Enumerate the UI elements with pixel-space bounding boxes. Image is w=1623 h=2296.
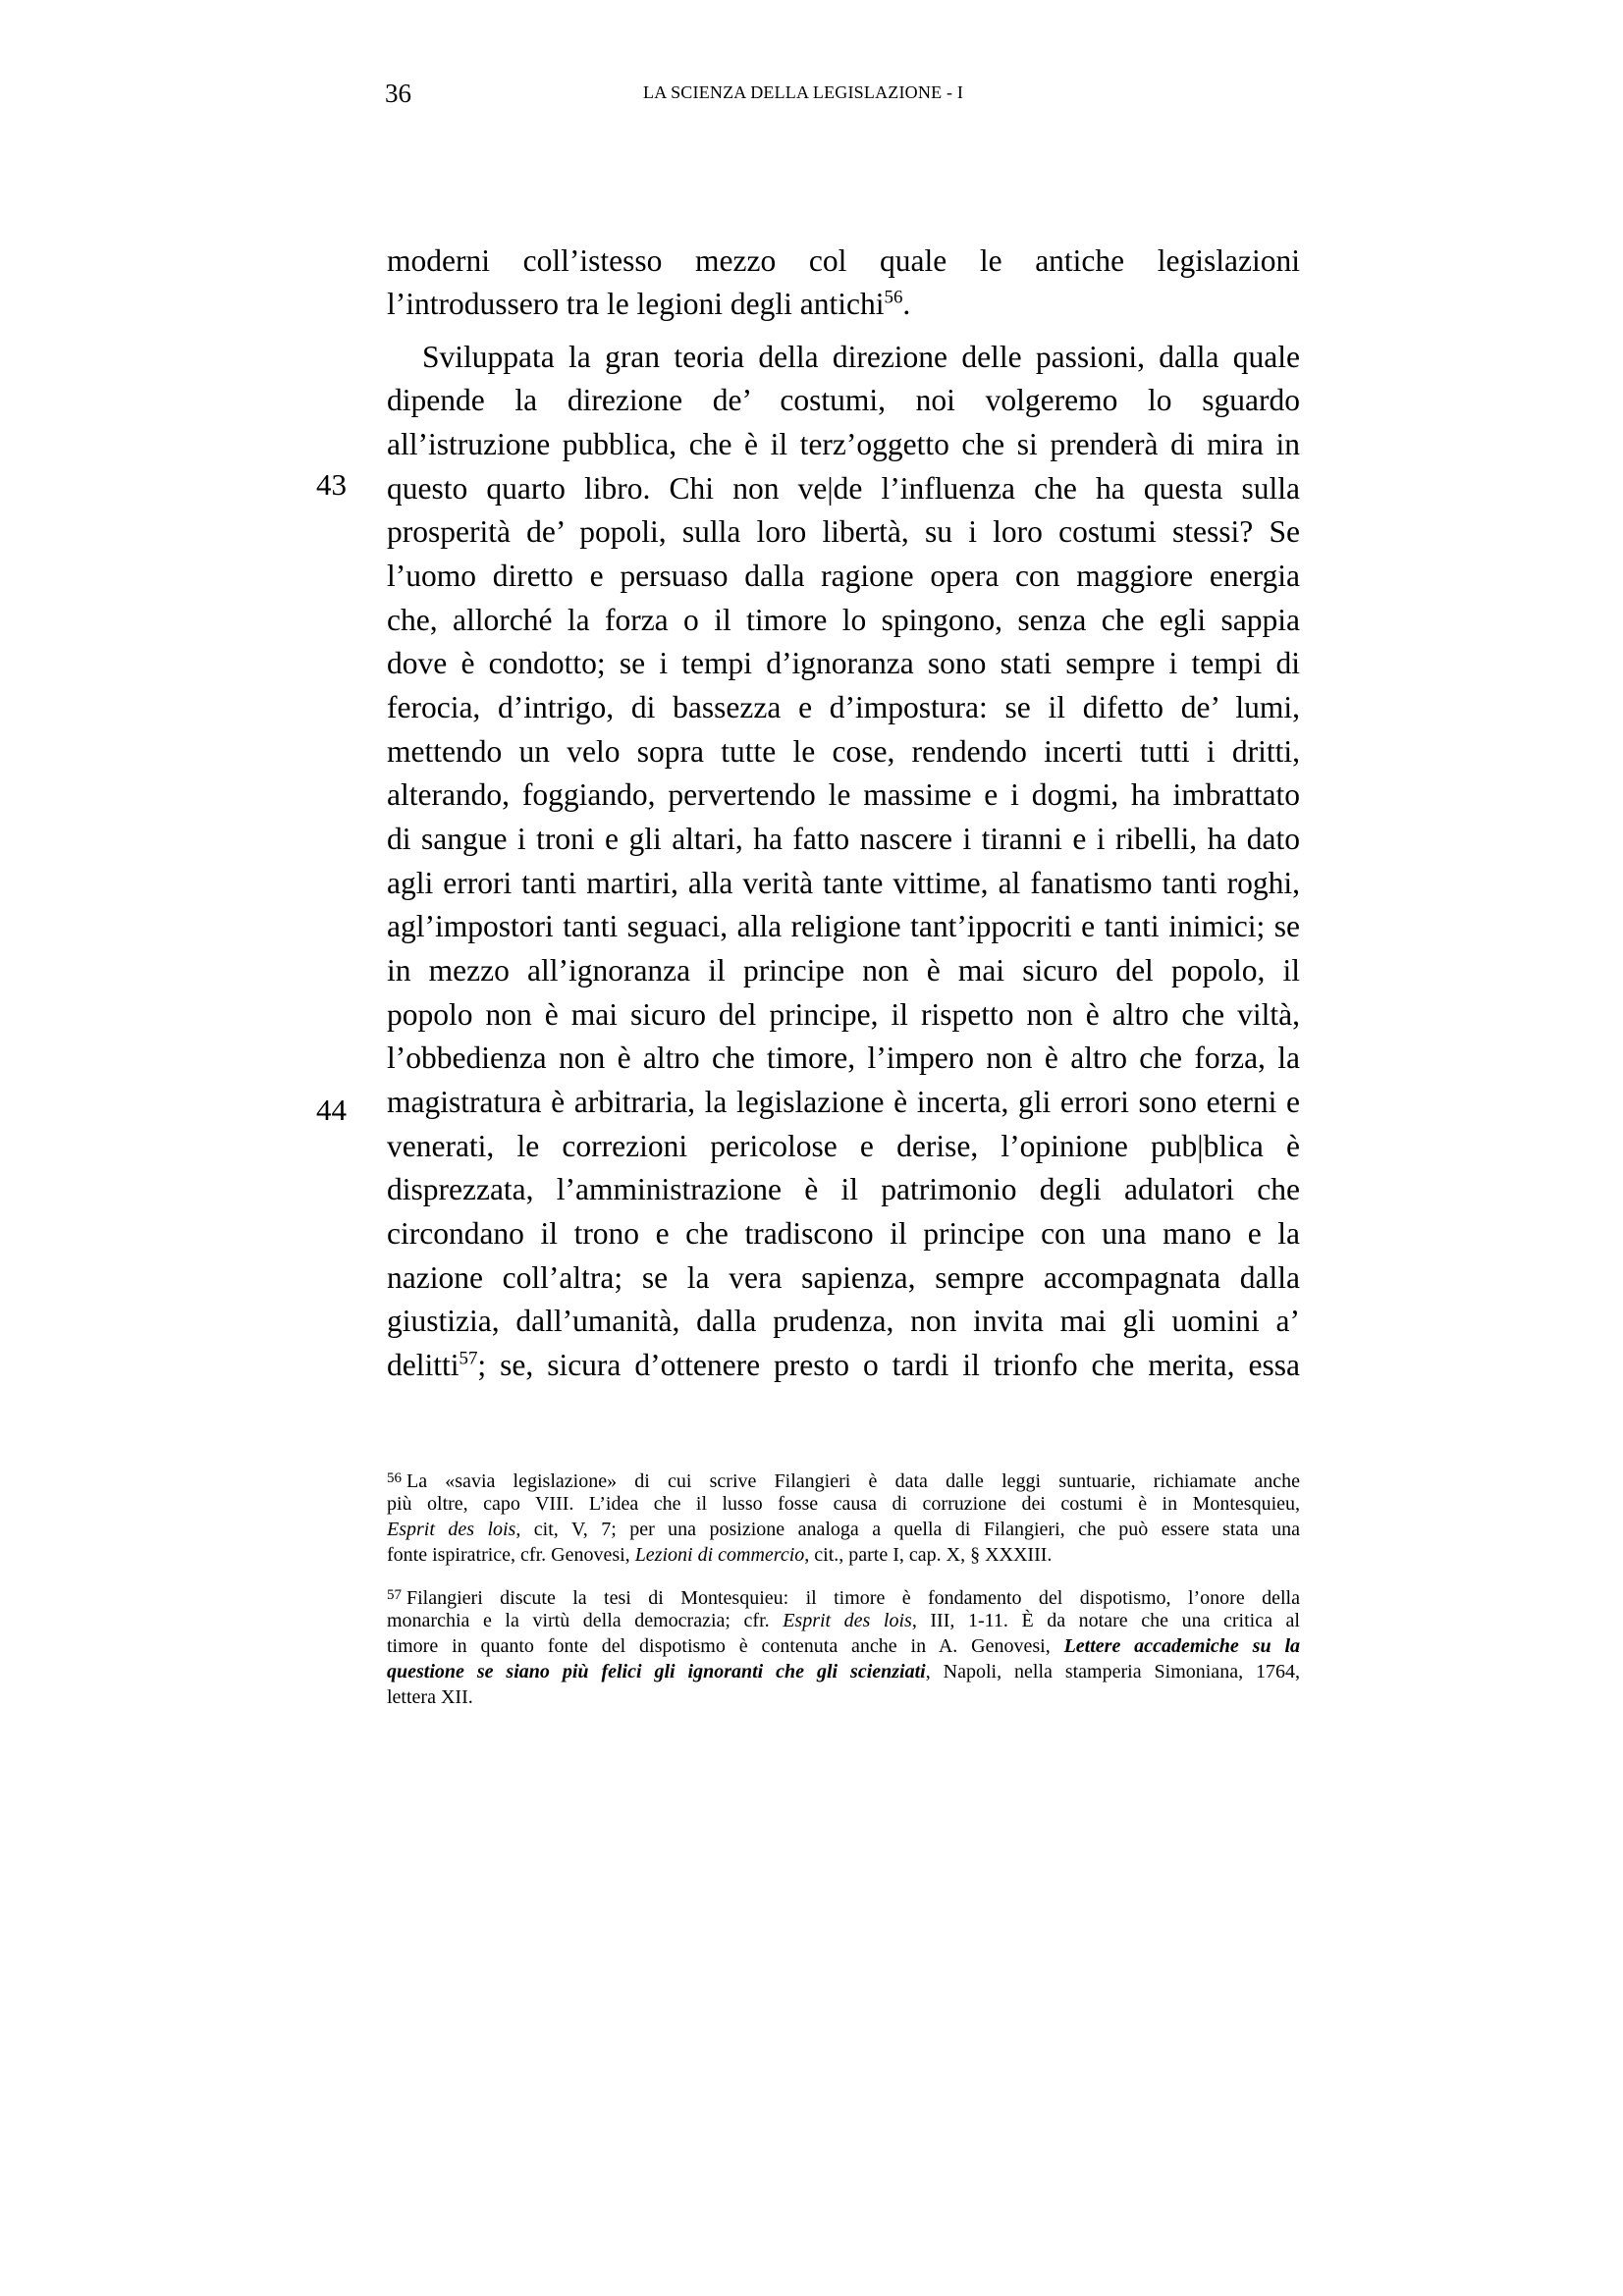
body-line: l’uomo diretto e persuaso dalla ragione opera con maggiore energia — [387, 559, 1300, 593]
page-number: 36 — [385, 79, 411, 108]
body-line: magistratura è arbitraria, la legislazione è incerta, gli errori sono eterni e — [387, 1085, 1300, 1119]
body-line: prosperità de’ popoli, sulla loro libertà, su i loro costumi stessi? Se — [387, 514, 1300, 549]
body-line: alterando, foggiando, pervertendo le massime e i dogmi, ha imbrattato — [387, 777, 1300, 812]
footnote-line: più oltre, capo VIII. L’idea che il lusso fosse causa di corruzione dei costumi è in Montesquieu, — [387, 1493, 1300, 1515]
body-line: mettendo un velo sopra tutte le cose, rendendo incerti tutti i dritti, — [387, 734, 1300, 769]
footnote-line: $^{57}$ Filangieri discute la tesi di Montesquieu: il timore è fondamento del dispotismo, l’onore della — [387, 1587, 1300, 1609]
body-line: disprezzata, l’amministrazione è il patrimonio degli adulatori che — [387, 1172, 1300, 1206]
body-line: delitti$^{57}$; se, sicura d’ottenere presto o tardi il trionfo che merita, essa — [387, 1348, 1300, 1382]
footnote-reference: 57 — [459, 1348, 478, 1369]
body-line: l’obbedienza non è altro che timore, l’impero non è altro che forza, la — [387, 1041, 1300, 1075]
footnote-line: Esprit des lois, cit, V, 7; per una posizione analoga a quella di Filangieri, che può essere stata una — [387, 1519, 1301, 1540]
footnote-line: fonte ispiratrice, cfr. Genovesi, Lezioni di commercio, cit., parte I, cap. X, § XXXIII. — [387, 1544, 1053, 1566]
body-line: questo quarto libro. Chi non ve|de l’influenza che ha questa sulla — [387, 471, 1300, 506]
body-line: agli errori tanti martiri, alla verità tante vittime, al fanatismo tanti roghi, — [387, 866, 1300, 900]
body-line: dove è condotto; se i tempi d’ignoranza sono stati sempre i tempi di — [387, 646, 1300, 680]
footnote-line: $^{56}$ La «savia legislazione» di cui scrive Filangieri è data dalle leggi suntuarie, richiamate anche — [387, 1470, 1300, 1492]
footnote-line: monarchia e la virtù della democrazia; cfr. Esprit des lois, III, 1-11. È da notare che una critica al — [387, 1610, 1300, 1631]
body-line: circondano il trono e che tradiscono il principe con una mano e la — [387, 1216, 1300, 1251]
footnote-number: 57 — [387, 1587, 402, 1603]
body-line: popolo non è mai sicuro del principe, il rispetto non è altro che viltà, — [387, 997, 1300, 1032]
body-line: moderni coll’istesso mezzo col quale le antiche legislazioni — [387, 243, 1300, 278]
body-line: venerati, le correzioni pericolose e derise, l’opinione pub|blica è — [387, 1129, 1300, 1163]
body-line: all’istruzione pubblica, che è il terz’oggetto che si prenderà di mira in — [387, 427, 1300, 461]
footnote-line: questione se siano più felici gli ignoranti che gli scienziati, Napoli, nella stamperia Simoniana, 1764, — [387, 1661, 1301, 1682]
footnote-line: lettera XII. — [387, 1686, 473, 1708]
body-line: agl’impostori tanti seguaci, alla religione tant’ippocriti e tanti inimici; se — [387, 909, 1300, 943]
body-line: ferocia, d’intrigo, di bassezza e d’impostura: se il difetto de’ lumi, — [387, 690, 1300, 724]
body-line: dipende la direzione de’ costumi, noi volgeremo lo sguardo — [387, 383, 1300, 417]
margin-reference-number: 43 — [316, 467, 347, 502]
footnote-reference: 56 — [884, 287, 903, 308]
body-line: che, allorché la forza o il timore lo spingono, senza che egli sappia — [387, 603, 1300, 637]
body-line: Sviluppata la gran teoria della direzione delle passioni, dalla quale — [422, 340, 1300, 374]
footnote-number: 56 — [387, 1470, 402, 1486]
body-line: in mezzo all’ignoranza il principe non è mai sicuro del popolo, il — [387, 953, 1300, 988]
running-title: LA SCIENZA DELLA LEGISLAZIONE - I — [643, 82, 964, 102]
footnote-line: timore in quanto fonte del dispotismo è contenuta anche in A. Genovesi, Lettere accademiche su la — [387, 1635, 1301, 1657]
margin-reference-number: 44 — [316, 1093, 347, 1127]
body-line: l’introdussero tra le legioni degli antichi$^{56}$. — [387, 287, 911, 321]
body-line: nazione coll’altra; se la vera sapienza, sempre accompagnata dalla — [387, 1260, 1300, 1295]
body-line: di sangue i troni e gli altari, ha fatto nascere i tiranni e i ribelli, ha dato — [387, 822, 1300, 856]
body-line: giustizia, dall’umanità, dalla prudenza, non invita mai gli uomini a’ — [387, 1304, 1300, 1338]
